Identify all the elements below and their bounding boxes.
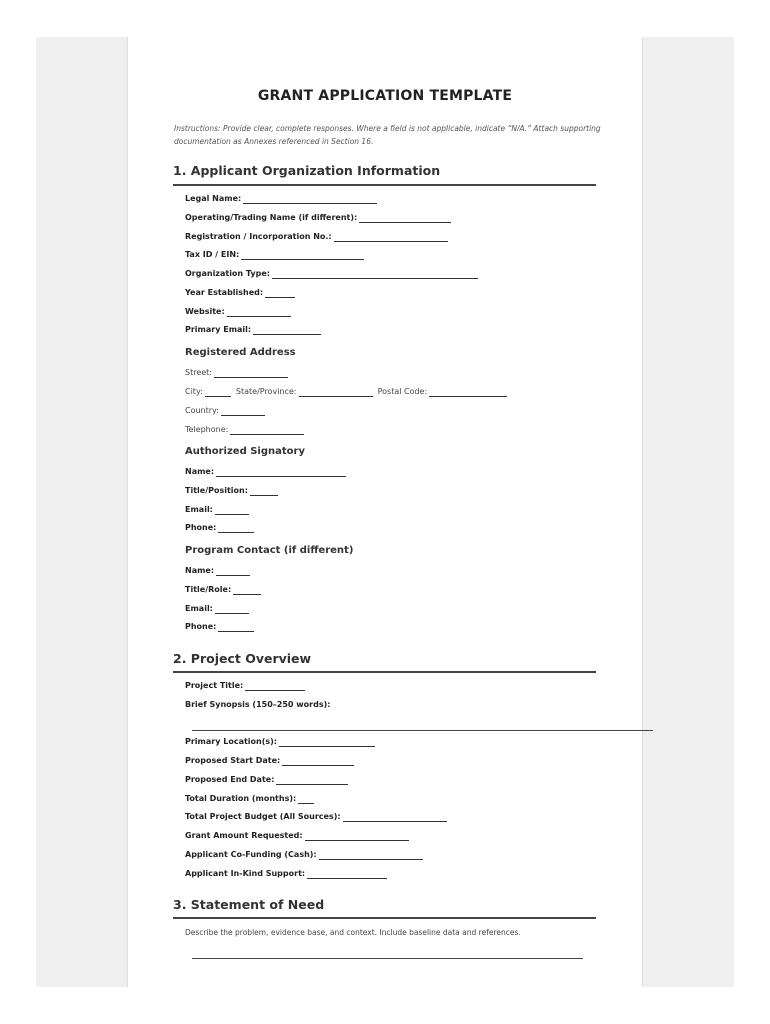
duration-input[interactable] <box>298 794 314 804</box>
statement-of-need-description: Describe the problem, evidence base, and context. Include baseline data and references. <box>185 928 521 937</box>
document-title: GRANT APPLICATION TEMPLATE <box>257 88 513 104</box>
field-label: Tax ID / EIN: <box>185 250 240 259</box>
end-date-input[interactable] <box>276 775 348 785</box>
telephone-input[interactable] <box>230 425 304 435</box>
field-label: State/Province: <box>235 387 297 396</box>
field-label: Operating/Trading Name (if different): <box>185 213 358 222</box>
program-contact-heading: Program Contact (if different) <box>185 545 354 556</box>
project-title-input[interactable] <box>245 681 305 691</box>
field-label: City: <box>185 387 203 396</box>
field-telephone <box>185 425 304 435</box>
street-input[interactable] <box>214 368 288 378</box>
field-website <box>185 307 291 317</box>
registration-input[interactable] <box>334 232 448 242</box>
field-label: Primary Email: <box>185 325 252 334</box>
field-signatory-phone <box>185 523 254 533</box>
field-label: Website: <box>185 307 225 316</box>
statement-input-line[interactable] <box>192 958 583 959</box>
field-contact-email <box>185 604 249 614</box>
field-label: Title/Role: <box>185 585 232 594</box>
location-input[interactable] <box>279 737 375 747</box>
registered-address-heading: Registered Address <box>185 347 296 358</box>
field-city-state-postal <box>185 387 507 397</box>
field-contact-name <box>185 566 250 576</box>
field-label: Primary Location(s): <box>185 737 277 746</box>
grant-amount-input[interactable] <box>305 831 409 841</box>
field-label: Applicant In-Kind Support: <box>185 869 306 878</box>
budget-input[interactable] <box>343 812 447 822</box>
field-label: Total Project Budget (All Sources): <box>185 812 341 821</box>
field-label: Proposed Start Date: <box>185 756 281 765</box>
field-label: Proposed End Date: <box>185 775 275 784</box>
contact-email-input[interactable] <box>215 604 249 614</box>
field-synopsis: Brief Synopsis (150–250 words): <box>185 700 331 709</box>
field-label: Email: <box>185 604 213 613</box>
field-street <box>185 368 288 378</box>
trading-name-input[interactable] <box>359 213 451 223</box>
field-label: Title/Position: <box>185 486 248 495</box>
section-1-heading: 1. Applicant Organization Information <box>173 163 441 178</box>
website-input[interactable] <box>227 307 291 317</box>
field-grant-amount <box>185 831 409 841</box>
tax-id-input[interactable] <box>241 250 364 260</box>
signatory-name-input[interactable] <box>216 467 346 477</box>
field-tax-id <box>185 250 364 260</box>
field-label: Name: <box>185 467 215 476</box>
field-duration <box>185 794 314 804</box>
field-label: Phone: <box>185 523 217 532</box>
field-label: Legal Name: <box>185 194 242 203</box>
signatory-title-input[interactable] <box>250 486 278 496</box>
field-label: Email: <box>185 505 213 514</box>
field-signatory-title <box>185 486 278 496</box>
field-signatory-email <box>185 505 249 515</box>
field-inkind <box>185 869 387 879</box>
org-type-input[interactable] <box>272 269 478 279</box>
signatory-email-input[interactable] <box>215 505 249 515</box>
cofunding-input[interactable] <box>319 850 423 860</box>
section-1-rule <box>173 184 596 186</box>
legal-name-input[interactable] <box>243 194 377 204</box>
field-label: Telephone: <box>185 425 229 434</box>
field-start-date <box>185 756 354 766</box>
year-input[interactable] <box>265 288 295 298</box>
field-label: Total Duration (months): <box>185 794 297 803</box>
field-country <box>185 406 265 416</box>
field-end-date <box>185 775 348 785</box>
document-viewer[interactable] <box>36 37 734 987</box>
instructions-text: Instructions: Provide clear, complete responses. Where a field is not applicable, indicate “N/A.” Attach supporting documentation as Annexes referenced in Section 16. <box>174 124 601 146</box>
field-project-title <box>185 681 305 691</box>
field-org-type <box>185 269 478 279</box>
field-label: Grant Amount Requested: <box>185 831 303 840</box>
city-input[interactable] <box>205 387 231 397</box>
country-input[interactable] <box>221 406 265 416</box>
document-page <box>128 37 642 987</box>
field-label: Country: <box>185 406 219 415</box>
state-input[interactable] <box>299 387 373 397</box>
field-label: Registration / Incorporation No.: <box>185 232 332 241</box>
section-2-rule <box>173 671 596 673</box>
field-email <box>185 325 321 335</box>
field-label: Year Established: <box>185 288 264 297</box>
field-trading-name <box>185 213 451 223</box>
section-3-rule <box>173 917 596 919</box>
synopsis-input-line[interactable] <box>192 730 653 731</box>
field-label: Phone: <box>185 622 217 631</box>
contact-phone-input[interactable] <box>218 622 254 632</box>
start-date-input[interactable] <box>282 756 354 766</box>
postal-code-input[interactable] <box>429 387 507 397</box>
field-contact-title <box>185 585 261 595</box>
section-2-heading: 2. Project Overview <box>173 651 312 666</box>
field-label: Project Title: <box>185 681 244 690</box>
field-label: Name: <box>185 566 215 575</box>
inkind-input[interactable] <box>307 869 387 879</box>
contact-title-input[interactable] <box>233 585 261 595</box>
field-registration <box>185 232 448 242</box>
section-3-heading: 3. Statement of Need <box>173 897 325 912</box>
signatory-phone-input[interactable] <box>218 523 254 533</box>
field-year <box>185 288 295 298</box>
field-cofunding <box>185 850 423 860</box>
field-budget <box>185 812 447 822</box>
field-legal-name <box>185 194 377 204</box>
authorized-signatory-heading: Authorized Signatory <box>185 446 305 457</box>
field-signatory-name <box>185 467 346 477</box>
field-label: Postal Code: <box>377 387 428 396</box>
contact-name-input[interactable] <box>216 566 250 576</box>
field-label: Street: <box>185 368 213 377</box>
email-input[interactable] <box>253 325 321 335</box>
field-contact-phone <box>185 622 254 632</box>
field-label: Organization Type: <box>185 269 270 278</box>
field-location <box>185 737 375 747</box>
field-label: Applicant Co-Funding (Cash): <box>185 850 317 859</box>
